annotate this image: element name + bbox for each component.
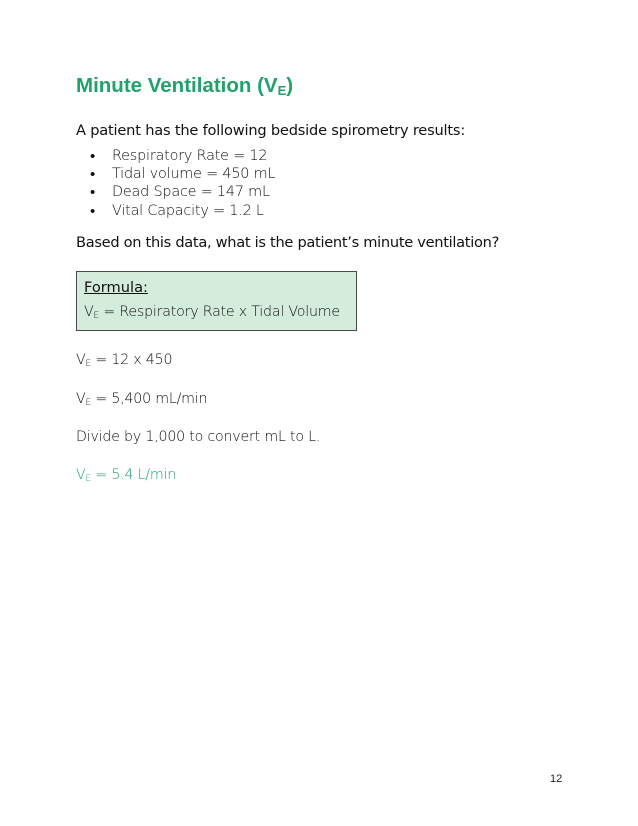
title-subscript: E [277, 83, 287, 98]
calc-step-3: Divide by 1,000 to convert mL to L. [76, 429, 321, 445]
list-item: • Vital Capacity = 1.2 L [76, 202, 275, 220]
formula-box [76, 271, 357, 331]
list-item: • Tidal volume = 450 mL [76, 165, 275, 183]
spirometry-results-list [76, 147, 275, 220]
calc-step-1: $V_E = 12$ x 450 [76, 352, 173, 369]
intro-text: A patient has the following bedside spirometry results: [76, 122, 466, 139]
final-answer: $V_E = 5.4$ L/min [76, 467, 177, 484]
page-title: Minute Ventilation $(V_E)$ [76, 74, 294, 98]
question-text: Based on this data, what is the patient’s minute ventilation? [76, 234, 500, 251]
formula-label: Formula: [84, 279, 148, 296]
formula-expression: $V_E$ = Respiratory Rate x Tidal Volume [84, 304, 340, 321]
list-item: • Dead Space = 147 mL [76, 183, 275, 201]
list-item: • Respiratory Rate = 12 [76, 147, 275, 165]
calc-step-2: $V_E = 5,400$ mL/min [76, 391, 208, 408]
page-number: 12 [550, 773, 563, 785]
